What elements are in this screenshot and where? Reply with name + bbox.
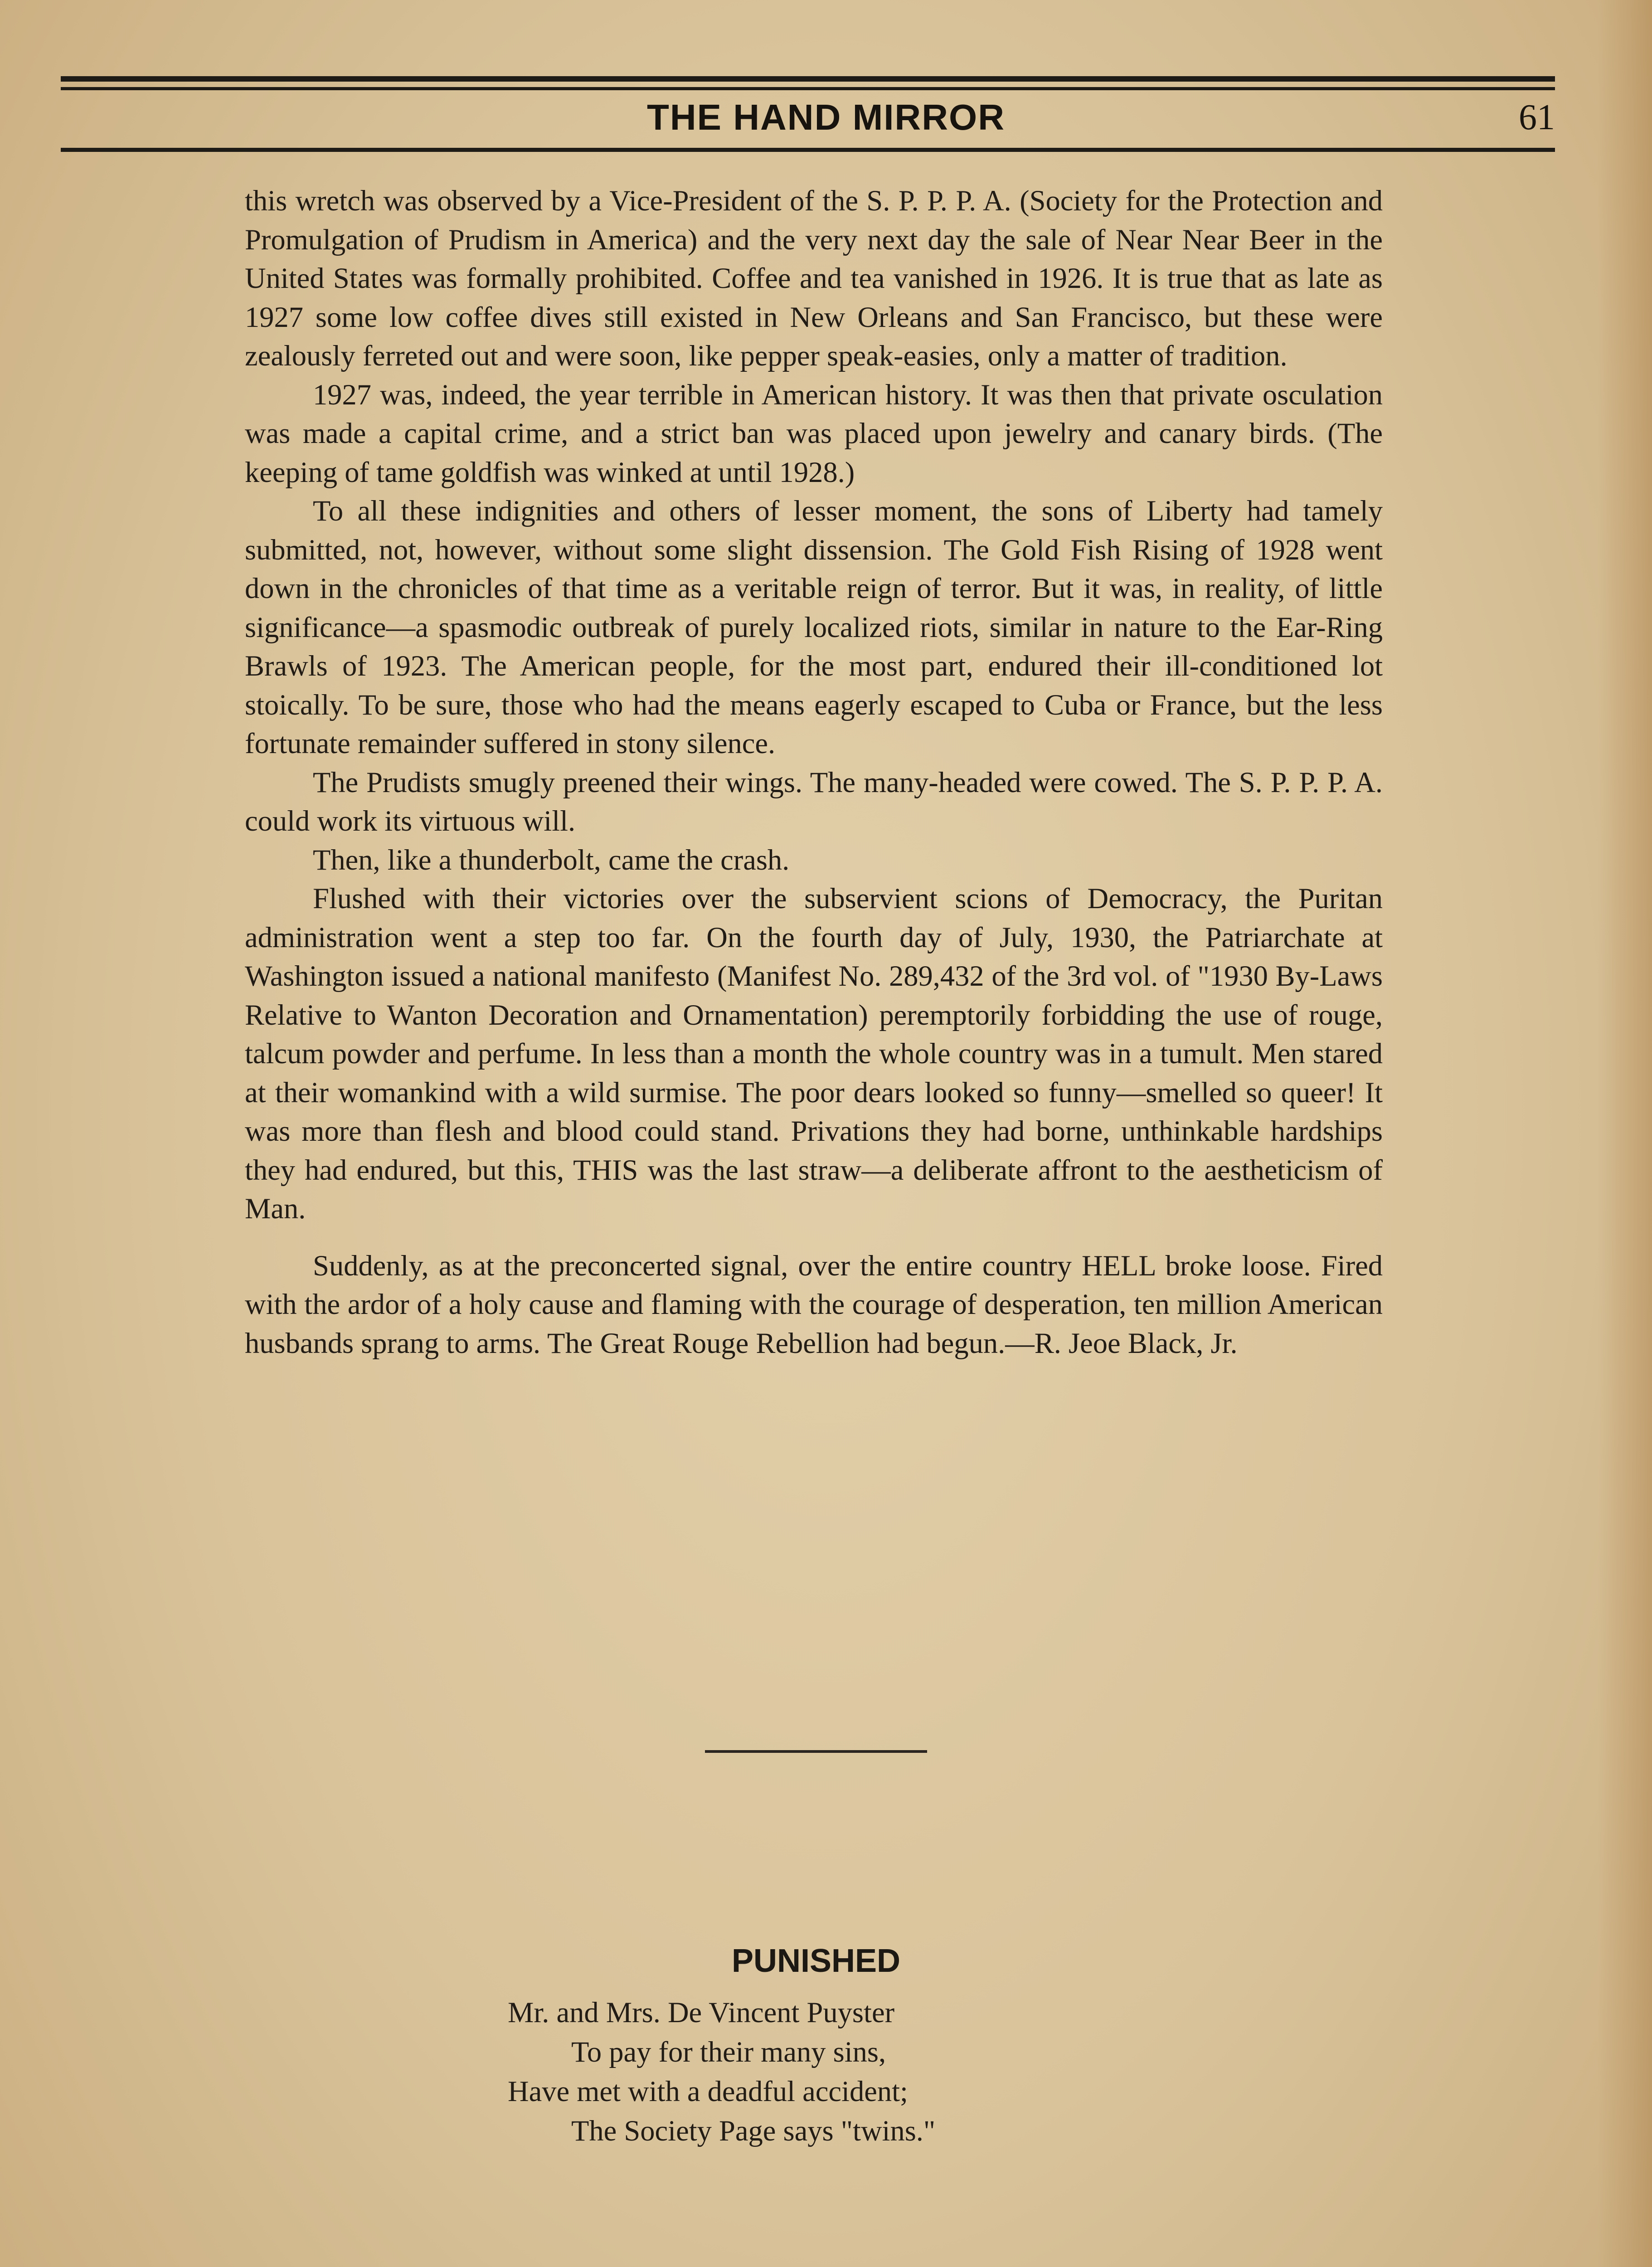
poem-line: Mr. and Mrs. De Vincent Puyster xyxy=(508,1996,895,2029)
paragraph: To all these indignities and others of lesser moment, the sons of Liberty had tamely submitted, not, however, without some slight dissension. The Gold Fish Rising of 1928 went down in the chronicles of that time as a veritable reign of terror. But it was, in reality, of little significance—a spasmodic outbreak of purely localized riots, similar in nature to the Ear-Ring Brawls of 1923. The American people, for the most part, endured their ill-conditioned lot stoically. To be sure, those who had the means eagerly escaped to Cuba or France, but the less fortunate remainder suffered in stony silence. xyxy=(245,495,1383,759)
paragraph: this wretch was observed by a Vice-President of the S. P. P. P. A. (Society for the Protection and Promulgation of Prudism in America) and the very next day the sale of Near Near Beer in the United States was formally prohibited. Coffee and tea vanished in 1926. It is true that as late as 1927 some low coffee dives still existed in New Orleans and San Francisco, but these were zealously ferreted out and were soon, like pepper speak-easies, only a matter of tradition. xyxy=(245,185,1383,372)
header-rule-top xyxy=(61,76,1555,82)
paragraph: 1927 was, indeed, the year terrible in American history. It was then that private osculation was made a capital crime, and a strict ban was placed upon jewelry and canary birds. (The keeping of tame goldfish was winked at until 1928.) xyxy=(245,378,1383,488)
poem-line: Have met with a deadful accident; xyxy=(508,2075,908,2107)
paragraph: Then, like a thunderbolt, came the crash. xyxy=(313,843,790,876)
paragraph: Suddenly, as at the preconcerted signal, over the entire country HELL broke loose. Fired with the ardor of a holy cause and flaming with the courage of desperation, ten million American husbands sprang to arms. The Great Rouge Rebellion had begun.—R. Jeoe Black, Jr. xyxy=(245,1249,1383,1359)
poem-line: The Society Page says "twins." xyxy=(571,2115,936,2147)
poem-line: To pay for their many sins, xyxy=(571,2036,886,2068)
poem-title: PUNISHED xyxy=(731,1943,901,1979)
running-title: THE HAND MIRROR xyxy=(647,97,1005,137)
paragraph: Flushed with their victories over the subservient scions of Democracy, the Puritan administration went a step too far. On the fourth day of July, 1930, the Patriarchate at Washington issued a national manifesto (Manifest No. 289,432 of the 3rd vol. of "1930 By-Laws Relative to Wanton Decoration and Ornamentation) peremptorily forbidding the use of rouge, talcum powder and perfume. In less than a month the whole country was in a tumult. Men stared at their womankind with a wild surmise. The poor dears looked so funny—smelled so queer! It was more than flesh and blood could stand. Privations they had borne, unthinkable hardships they had endured, but this, THIS was the last straw—a deliberate affront to the aestheticism of Man. xyxy=(245,882,1383,1225)
poem-body xyxy=(508,1993,1278,2150)
header-rule-top-thin xyxy=(61,87,1555,90)
header-rule-bottom xyxy=(61,148,1555,152)
page-number: 61 xyxy=(1519,97,1555,137)
article-body xyxy=(245,181,1383,1362)
paragraph: The Prudists smugly preened their wings. The many-headed were cowed. The S. P. P. P. A. could work its virtuous will. xyxy=(245,766,1383,837)
section-divider xyxy=(705,1750,927,1753)
